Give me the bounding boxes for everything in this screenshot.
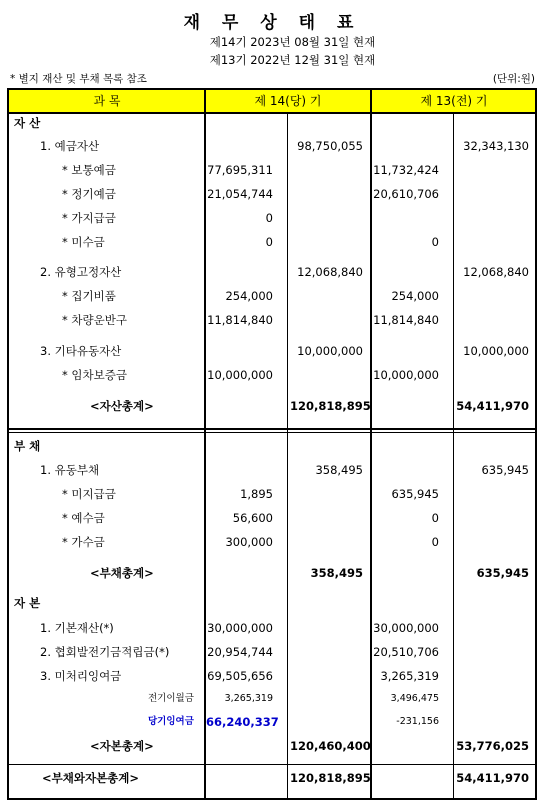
current-total-value: 120,460,400 — [290, 739, 371, 753]
current-detail-value: 69,505,656 — [207, 669, 273, 683]
previous-total-value: 53,776,025 — [456, 739, 529, 753]
row-label: 3. 기타유동자산 — [40, 344, 122, 358]
current-total-value: 98,750,055 — [297, 139, 363, 153]
previous-detail-value: 11,732,424 — [373, 163, 439, 177]
previous-detail-value: 254,000 — [391, 289, 439, 303]
row-label: * 정기예금 — [62, 187, 116, 201]
previous-detail-value: 11,814,840 — [373, 313, 439, 327]
previous-total-value: 635,945 — [481, 463, 529, 477]
previous-total-value: 54,411,970 — [456, 771, 529, 785]
previous-total-value: 10,000,000 — [463, 344, 529, 358]
section-divider — [7, 428, 537, 430]
current-total-value: 12,068,840 — [297, 265, 363, 279]
row-label: * 보통예금 — [62, 163, 116, 177]
section-divider — [7, 432, 537, 433]
row-label: * 예수금 — [62, 511, 105, 525]
current-detail-value: 0 — [265, 211, 273, 225]
header-item: 과 목 — [93, 94, 121, 108]
previous-detail-value: 3,496,475 — [390, 693, 439, 704]
previous-detail-value: 20,510,706 — [373, 645, 439, 659]
col-divider — [453, 114, 454, 800]
row-label: <부채총계> — [90, 566, 154, 580]
subtitle-previous: 제13기 2022년 12월 31일 현재 — [209, 53, 376, 67]
previous-detail-value: 3,265,319 — [380, 669, 439, 683]
row-label: 2. 협회발전기금적립금(*) — [40, 645, 170, 659]
current-detail-value: 254,000 — [225, 289, 273, 303]
current-detail-value: 11,814,840 — [207, 313, 273, 327]
row-label: 3. 미처리잉여금 — [40, 669, 122, 683]
current-total-value: 120,818,895 — [290, 399, 371, 413]
subtitle-current: 제14기 2023년 08월 31일 현재 — [209, 35, 376, 49]
current-detail-value: 77,695,311 — [207, 163, 273, 177]
current-detail-value: 1,895 — [240, 487, 273, 501]
table-header — [7, 88, 537, 114]
row-label: 당기잉여금 — [148, 716, 194, 727]
current-total-value: 120,818,895 — [290, 771, 371, 785]
current-detail-value: 30,000,000 — [207, 621, 273, 635]
row-label: 1. 유동부채 — [40, 463, 100, 477]
row-label: <부채와자본총계> — [42, 771, 140, 785]
row-label: 전기이월금 — [148, 693, 194, 704]
previous-detail-value: 20,610,706 — [373, 187, 439, 201]
previous-detail-value: 10,000,000 — [373, 368, 439, 382]
current-detail-value: 300,000 — [225, 535, 273, 549]
current-total-value: 10,000,000 — [297, 344, 363, 358]
header-previous: 제 13(전) 기 — [420, 94, 488, 108]
row-label: * 가지급금 — [62, 211, 116, 225]
page-title: 재 무 상 태 표 — [183, 13, 362, 33]
previous-detail-value: 0 — [431, 235, 439, 249]
previous-detail-value: 0 — [431, 535, 439, 549]
current-total-value: 358,495 — [310, 566, 363, 580]
previous-total-value: 32,343,130 — [463, 139, 529, 153]
previous-total-value: 635,945 — [476, 566, 529, 580]
row-label: * 미지급금 — [62, 487, 116, 501]
reference-note: * 별지 재산 및 부채 목록 참조 — [10, 73, 147, 85]
row-label: * 집기비품 — [62, 289, 116, 303]
unit-label: (단위:원) — [492, 73, 535, 85]
previous-detail-value: 30,000,000 — [373, 621, 439, 635]
current-detail-value: 20,954,744 — [207, 645, 273, 659]
row-label: <자본총계> — [90, 739, 154, 753]
current-detail-value: 21,054,744 — [207, 187, 273, 201]
current-detail-value: 10,000,000 — [207, 368, 273, 382]
current-detail-value: 3,265,319 — [224, 693, 273, 704]
section-divider — [7, 764, 537, 765]
previous-total-value: 54,411,970 — [456, 399, 529, 413]
row-label: 1. 기본재산(*) — [40, 621, 114, 635]
header-current: 제 14(당) 기 — [254, 94, 322, 108]
previous-detail-value: 0 — [431, 511, 439, 525]
current-detail-value: 0 — [265, 235, 273, 249]
previous-detail-value: 635,945 — [391, 487, 439, 501]
row-label: * 차량운반구 — [62, 313, 127, 327]
row-label: * 임차보증금 — [62, 368, 127, 382]
row-label: * 미수금 — [62, 235, 105, 249]
previous-detail-value: -231,156 — [396, 716, 439, 727]
row-label: * 가수금 — [62, 535, 105, 549]
row-label: 1. 예금자산 — [40, 139, 100, 153]
current-detail-value: 56,600 — [232, 511, 273, 525]
col-divider — [287, 114, 288, 800]
row-label: 자 본 — [14, 596, 41, 610]
row-label: 2. 유형고정자산 — [40, 265, 122, 279]
current-detail-value: 66,240,337 — [206, 715, 279, 729]
previous-total-value: 12,068,840 — [463, 265, 529, 279]
row-label: 자 산 — [14, 116, 41, 130]
row-label: 부 채 — [14, 439, 41, 453]
row-label: <자산총계> — [90, 399, 154, 413]
current-total-value: 358,495 — [315, 463, 363, 477]
